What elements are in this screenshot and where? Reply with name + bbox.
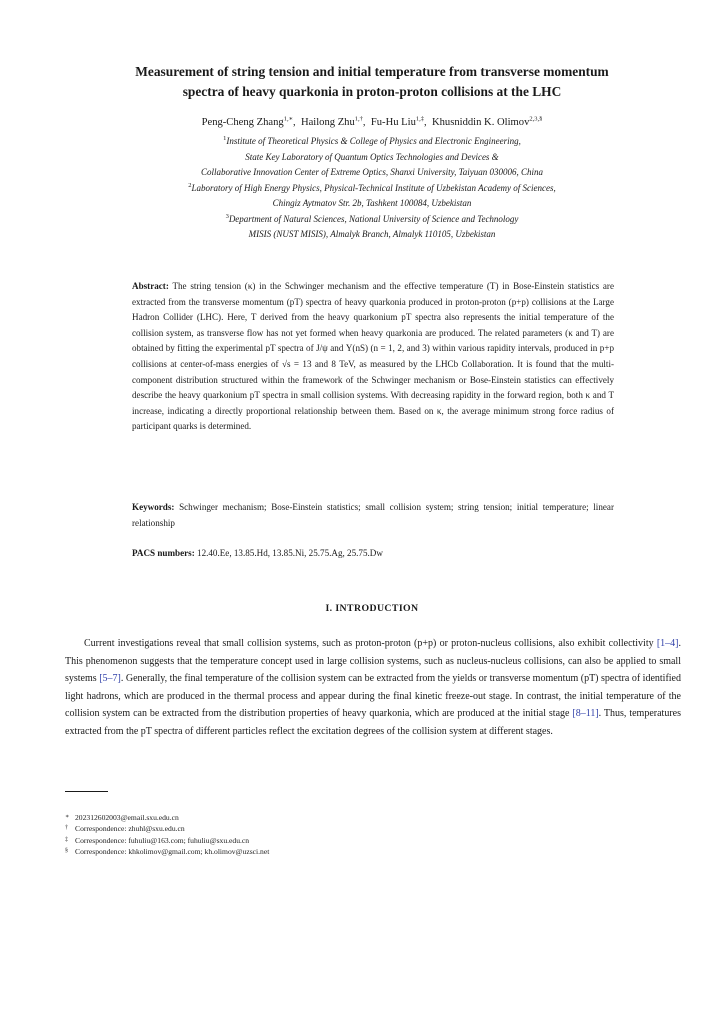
footnote <box>65 835 665 846</box>
intro-text: . Thus, temperatures extracted from the pT spectra of different particles reflect the excitation degrees of the collision system at different stages. <box>65 708 681 737</box>
intro-text: . This phenomenon suggests that the temperature concept used in large collision systems, such as nucleus-nucleus collisions, can also be applied to small systems <box>65 638 681 685</box>
footnote-text: Correspondence: zhuhl@sxu.edu.cn <box>75 824 185 834</box>
footnote-text: Correspondence: khkolimov@gmail.com; kh.olimov@uzsci.net <box>75 846 270 856</box>
affiliation-line <box>70 212 674 228</box>
affiliation-text: Laboratory of High Energy Physics, Physical-Technical Institute of Uzbekistan Academy of Sciences, <box>191 182 556 193</box>
keywords-text: Schwinger mechanism; Bose-Einstein statistics; small collision system; string tension; initial temperature; linear relationship <box>132 502 614 528</box>
author-name: Hailong Zhu <box>300 117 355 128</box>
author-name: Khusniddin K. Olimov <box>431 117 530 128</box>
affiliation-text: State Key Laboratory of Quantum Optics Technologies and Devices & <box>245 151 499 162</box>
affiliations <box>70 134 674 243</box>
author-affil-mark: 1,‡ <box>415 115 425 123</box>
affiliation-text: Chingiz Aytmatov Str. 2b, Tashkent 100084, Uzbekistan <box>272 198 472 208</box>
affiliation-line <box>70 150 674 166</box>
author-name: Peng-Cheng Zhang <box>201 117 284 128</box>
paper-title <box>70 62 674 102</box>
footnote-mark: ‡ <box>65 836 68 843</box>
footnotes <box>65 812 665 857</box>
title-line-1: Measurement of string tension and initial temperature from transverse momentum <box>135 64 609 79</box>
affiliation-line <box>70 134 674 150</box>
abstract-text: The string tension (κ) in the Schwinger mechanism and the effective temperature (T) in Bose-Einstein statistics are extracted from the transverse momentum (pT) spectra of heavy quarkonia produced in proton-proton (p+p) collisions at the Large Hadron Collider (LHC). Here, T derived from the heavy quarkonium pT spectra also represents the initial temperature of the collision system, as transverse flow has not yet formed when heavy quarkonia are produced. The related parameters (κ and T) are obtained by fitting the experimental pT spectra of J/ψ and Υ(nS) (n = 1, 2, and 3) within various rapidity intervals, produced in p+p collisions at center-of-mass energies of √s = 13 and 8 TeV, as measured by the LHCb Collaboration. It is found that the multi-component distribution structured within the framework of the Schwinger mechanism or Bose-Einstein statistics can effectively describe the heavy quarkonium pT spectra in small collision systems. With decreasing rapidity in the forward region, both κ and T increase, indicating a directly proportional relationship between them. Based on κ, the average minimum strong force radius of participant quarks is determined. <box>132 281 614 432</box>
intro-text: . Generally, the final temperature of the collision system can be extracted from the yields or transverse momentum (pT) spectra of identified light hadrons, which are produced in the thermal process and appear during the final kinetic freeze-out stage. In contrast, the initial temperature of the collision system can be extracted from the distribution properties of heavy quarkonia, which are produced at the initial stage <box>65 673 681 720</box>
affiliation-line <box>70 227 674 243</box>
intro-text: Current investigations reveal that small collision systems, such as proton-proton (p+p) or proton-nucleus collisions, also exhibit collectivity <box>84 638 657 649</box>
arxiv-identifier-sidebar <box>2 300 62 700</box>
footnote <box>65 823 665 834</box>
pacs-numbers <box>132 546 614 562</box>
footnote-text: Correspondence: fuhuliu@163.com; fuhuliu@sxu.edu.cn <box>75 835 250 845</box>
citation-link[interactable]: [5–7] <box>99 673 121 685</box>
pacs-label: PACS numbers: <box>132 548 195 558</box>
citation-link[interactable]: [8–11] <box>572 708 599 720</box>
abstract <box>132 279 614 435</box>
author-affil-mark: 1,† <box>354 115 363 123</box>
affiliation-text: Department of Natural Sciences, National University of Science and Technology <box>228 213 519 224</box>
footnote-mark: ∗ <box>65 814 70 820</box>
section-heading: I. INTRODUCTION <box>325 603 419 614</box>
abstract-label: Abstract: <box>132 281 169 291</box>
affiliation-text: MISIS (NUST MISIS), Almalyk Branch, Almalyk 110105, Uzbekistan <box>248 229 496 239</box>
footnote-mark: § <box>65 847 68 854</box>
author-affil-mark: 2,3,§ <box>529 115 543 123</box>
keywords <box>132 500 614 531</box>
footnote <box>65 846 665 857</box>
affiliation-text: Collaborative Innovation Center of Extreme Optics, Shanxi University, Taiyuan 030006, China <box>200 167 544 177</box>
footnote-mark: † <box>65 825 68 832</box>
footnote-divider <box>65 791 108 792</box>
citation-link[interactable]: [1–4] <box>656 638 679 649</box>
keywords-label: Keywords: <box>132 502 175 512</box>
affiliation-mark: 1 <box>223 135 227 142</box>
introduction-paragraph <box>65 635 681 741</box>
footnote-text: 202312602003@email.sxu.edu.cn <box>75 813 179 822</box>
title-line-2: spectra of heavy quarkonia in proton-proton collisions at the LHC <box>182 84 562 99</box>
affiliation-mark: 2 <box>188 181 192 189</box>
pacs-text: 12.40.Ee, 13.85.Hd, 13.85.Ni, 25.75.Ag, 25.75.Dw <box>197 548 383 558</box>
affiliation-line <box>70 196 674 212</box>
affiliation-line <box>70 165 674 181</box>
footnote <box>65 812 665 823</box>
affiliation-line <box>70 181 674 197</box>
author-list: Peng-Cheng Zhang$^{1,∗}$, Hailong Zhu$^{1,\dagger}$, Fu-Hu Liu$^{1,\ddagger}$, Khusniddin K. Olimov$^{2,3,\S}$ <box>201 115 543 128</box>
author-name: Fu-Hu Liu <box>370 117 416 128</box>
affiliation-mark: 3 <box>225 212 229 220</box>
author-affil-mark: 1,∗ <box>283 115 293 123</box>
affiliation-text: Institute of Theoretical Physics & College of Physics and Electronic Engineering, <box>226 136 521 146</box>
